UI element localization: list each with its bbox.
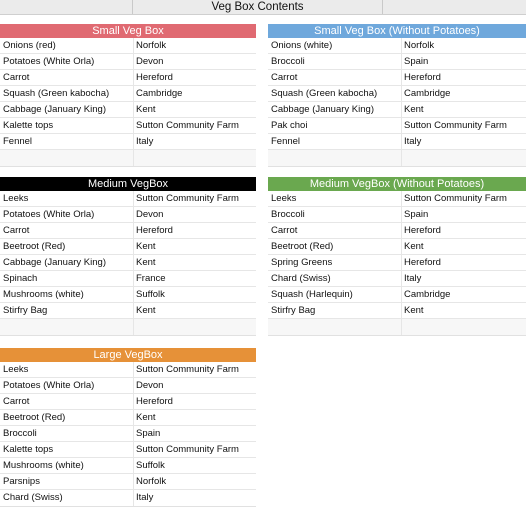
table-row xyxy=(268,54,526,70)
table-row xyxy=(0,38,256,54)
source-cell[interactable]: France xyxy=(136,273,166,284)
vegetable-cell[interactable]: Beetroot (Red) xyxy=(268,239,402,254)
vegetable-cell[interactable]: Cabbage (January King) xyxy=(268,102,402,117)
table-row xyxy=(268,102,526,118)
source-cell[interactable]: Italy xyxy=(404,136,422,147)
empty-row xyxy=(0,150,256,166)
source-cell[interactable]: Devon xyxy=(136,380,164,391)
source-cell[interactable]: Hereford xyxy=(404,225,441,236)
table-row xyxy=(268,223,526,239)
source-cell[interactable]: Cambridge xyxy=(404,88,451,99)
source-cell[interactable]: Kent xyxy=(404,104,424,115)
source-cell[interactable]: Hereford xyxy=(404,72,441,83)
source-cell[interactable]: Sutton Community Farm xyxy=(136,364,239,375)
source-cell[interactable]: Sutton Community Farm xyxy=(404,193,507,204)
empty-cell[interactable] xyxy=(134,319,256,335)
sheet-title-bar xyxy=(0,0,526,15)
table-row xyxy=(0,271,256,287)
source-cell[interactable]: Kent xyxy=(136,257,156,268)
source-cell[interactable]: Kent xyxy=(404,305,424,316)
source-cell[interactable]: Kent xyxy=(136,241,156,252)
vegetable-cell[interactable]: Cabbage (January King) xyxy=(0,102,134,117)
empty-cell[interactable] xyxy=(402,319,526,335)
table-row xyxy=(0,86,256,102)
table-row xyxy=(0,239,256,255)
table-row xyxy=(268,207,526,223)
source-cell[interactable]: Devon xyxy=(136,209,164,220)
table-row xyxy=(268,118,526,134)
source-cell[interactable]: Italy xyxy=(136,136,154,147)
empty-row xyxy=(0,319,256,335)
title-bar-cell-right[interactable] xyxy=(383,0,526,14)
table-row xyxy=(0,255,256,271)
vegetable-cell[interactable]: Kalette tops xyxy=(0,442,134,457)
medium-vegbox-rows xyxy=(0,191,256,336)
table-row xyxy=(0,362,256,378)
table-row xyxy=(0,287,256,303)
table-row xyxy=(0,134,256,150)
table-row xyxy=(0,442,256,458)
table-row xyxy=(0,303,256,319)
vegetable-cell[interactable]: Fennel xyxy=(268,134,402,149)
source-cell[interactable]: Sutton Community Farm xyxy=(136,193,239,204)
large-vegbox-rows xyxy=(0,362,256,507)
vegetable-cell[interactable]: Broccoli xyxy=(268,207,402,222)
table-row xyxy=(0,474,256,490)
small-veg-box-header[interactable]: Small Veg Box xyxy=(0,24,256,38)
vegetable-cell[interactable]: Onions (white) xyxy=(268,38,402,53)
vegetable-cell[interactable]: Squash (Green kabocha) xyxy=(0,86,134,101)
table-row xyxy=(0,490,256,506)
small-veg-box-without-potatoes-table xyxy=(268,24,526,167)
vegetable-cell[interactable]: Spinach xyxy=(0,271,134,286)
medium-vegbox-header[interactable]: Medium VegBox xyxy=(0,177,256,191)
vegetable-cell[interactable]: Kalette tops xyxy=(0,118,134,133)
source-cell[interactable]: Hereford xyxy=(136,396,173,407)
source-cell[interactable]: Cambridge xyxy=(136,88,183,99)
source-cell[interactable]: Italy xyxy=(136,492,154,503)
small-veg-box-rows xyxy=(0,38,256,167)
table-row xyxy=(0,426,256,442)
table-row xyxy=(0,394,256,410)
empty-cell[interactable] xyxy=(268,150,402,166)
table-row xyxy=(0,458,256,474)
vegetable-cell[interactable]: Mushrooms (white) xyxy=(0,458,134,473)
medium-vegbox-without-potatoes-table xyxy=(268,177,526,336)
vegetable-cell[interactable]: Carrot xyxy=(0,70,134,85)
large-vegbox-header[interactable]: Large VegBox xyxy=(0,348,256,362)
vegetable-cell[interactable]: Onions (red) xyxy=(0,38,134,53)
vegetable-cell[interactable]: Beetroot (Red) xyxy=(0,410,134,425)
vegetable-cell[interactable]: Leeks xyxy=(0,191,134,206)
source-cell[interactable]: Suffolk xyxy=(136,460,165,471)
source-cell[interactable]: Hereford xyxy=(404,257,441,268)
source-cell[interactable]: Spain xyxy=(404,56,429,67)
source-cell[interactable]: Norfolk xyxy=(404,40,435,51)
source-cell[interactable]: Kent xyxy=(136,104,156,115)
vegetable-cell[interactable]: Spring Greens xyxy=(268,255,402,270)
vegetable-cell[interactable]: Mushrooms (white) xyxy=(0,287,134,302)
source-cell[interactable]: Hereford xyxy=(136,225,173,236)
table-row xyxy=(0,102,256,118)
vegetable-cell[interactable]: Potatoes (White Orla) xyxy=(0,207,134,222)
vegetable-cell[interactable]: Broccoli xyxy=(0,426,134,441)
vegetable-cell[interactable]: Leeks xyxy=(0,362,134,377)
empty-cell[interactable] xyxy=(402,150,526,166)
table-row xyxy=(0,118,256,134)
empty-row xyxy=(268,319,526,335)
source-cell[interactable]: Kent xyxy=(404,241,424,252)
table-row xyxy=(0,223,256,239)
source-cell[interactable]: Kent xyxy=(136,412,156,423)
vegetable-cell[interactable]: Potatoes (White Orla) xyxy=(0,378,134,393)
source-cell[interactable]: Sutton Community Farm xyxy=(404,120,507,131)
medium-vegbox-without-potatoes-header[interactable]: Medium VegBox (Without Potatoes) xyxy=(268,177,526,191)
source-cell[interactable]: Suffolk xyxy=(136,289,165,300)
source-cell[interactable]: Kent xyxy=(136,305,156,316)
vegetable-cell[interactable]: Stirfry Bag xyxy=(268,303,402,318)
source-cell[interactable]: Sutton Community Farm xyxy=(136,444,239,455)
vegetable-cell[interactable]: Carrot xyxy=(0,223,134,238)
source-cell[interactable]: Spain xyxy=(404,209,429,220)
vegetable-cell[interactable]: Beetroot (Red) xyxy=(0,239,134,254)
empty-row xyxy=(268,150,526,166)
source-cell[interactable]: Cambridge xyxy=(404,289,451,300)
table-row xyxy=(0,410,256,426)
source-cell[interactable]: Norfolk xyxy=(136,40,167,51)
table-row xyxy=(0,191,256,207)
empty-cell[interactable] xyxy=(0,150,134,166)
vegetable-cell[interactable]: Pak choi xyxy=(268,118,402,133)
source-cell[interactable]: Italy xyxy=(404,273,422,284)
table-row xyxy=(0,70,256,86)
table-row xyxy=(0,207,256,223)
vegetable-cell[interactable]: Squash (Harlequin) xyxy=(268,287,402,302)
table-row xyxy=(268,287,526,303)
sheet-title[interactable]: Veg Box Contents xyxy=(133,0,383,14)
medium-vegbox-without-potatoes-rows xyxy=(268,191,526,336)
title-bar-cell-left[interactable] xyxy=(0,0,133,14)
table-row xyxy=(268,191,526,207)
table-row xyxy=(268,70,526,86)
table-row xyxy=(268,134,526,150)
table-row xyxy=(268,239,526,255)
vegetable-cell[interactable]: Potatoes (White Orla) xyxy=(0,54,134,69)
medium-vegbox-table xyxy=(0,177,256,336)
empty-cell[interactable] xyxy=(268,319,402,335)
vegetable-cell[interactable]: Carrot xyxy=(268,223,402,238)
table-row xyxy=(268,86,526,102)
small-veg-box-table xyxy=(0,24,256,167)
vegetable-cell[interactable]: Carrot xyxy=(0,394,134,409)
vegetable-cell[interactable]: Chard (Swiss) xyxy=(0,490,134,506)
empty-cell[interactable] xyxy=(134,150,256,166)
small-veg-box-without-potatoes-header[interactable]: Small Veg Box (Without Potatoes) xyxy=(268,24,526,38)
vegetable-cell[interactable]: Chard (Swiss) xyxy=(268,271,402,286)
source-cell[interactable]: Norfolk xyxy=(136,476,167,487)
source-cell[interactable]: Devon xyxy=(136,56,164,67)
source-cell[interactable]: Spain xyxy=(136,428,161,439)
vegetable-cell[interactable]: Leeks xyxy=(268,191,402,206)
vegetable-cell[interactable]: Cabbage (January King) xyxy=(0,255,134,270)
vegetable-cell[interactable]: Parsnips xyxy=(0,474,134,489)
table-row xyxy=(0,54,256,70)
table-row xyxy=(268,255,526,271)
table-row xyxy=(268,38,526,54)
table-row xyxy=(268,303,526,319)
vegetable-cell[interactable]: Carrot xyxy=(268,70,402,85)
vegetable-cell[interactable]: Stirfry Bag xyxy=(0,303,134,318)
table-row xyxy=(268,271,526,287)
source-cell[interactable]: Hereford xyxy=(136,72,173,83)
vegetable-cell[interactable]: Fennel xyxy=(0,134,134,149)
large-vegbox-table xyxy=(0,348,256,507)
source-cell[interactable]: Sutton Community Farm xyxy=(136,120,239,131)
vegetable-cell[interactable]: Squash (Green kabocha) xyxy=(268,86,402,101)
empty-cell[interactable] xyxy=(0,319,134,335)
small-veg-box-without-potatoes-rows xyxy=(268,38,526,167)
vegetable-cell[interactable]: Broccoli xyxy=(268,54,402,69)
table-row xyxy=(0,378,256,394)
